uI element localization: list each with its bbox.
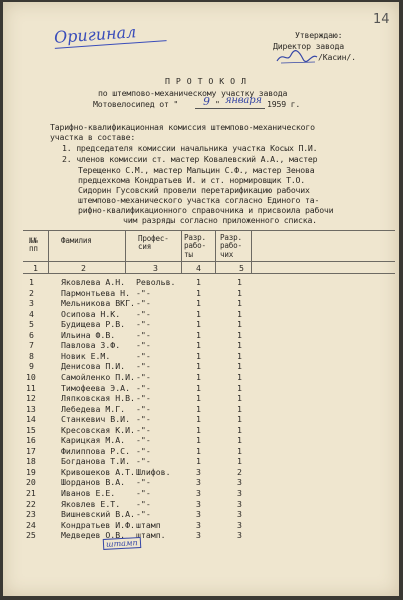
members-line-2c: предцехкома Кондратьев И. и ст. нормировщик Т.О. <box>78 175 306 185</box>
row-number: 6 <box>29 329 34 340</box>
row-new-grade: 1 <box>237 287 242 298</box>
row-profession: -"- <box>136 287 151 298</box>
row-profession: -"- <box>136 498 151 509</box>
row-new-grade: 1 <box>237 361 242 372</box>
row-old-grade: 3 <box>196 530 201 541</box>
row-new-grade: 1 <box>237 340 242 351</box>
intro-line-2: участка в составе: <box>50 132 136 142</box>
members-line-1: 1. председателя комиссии начальника участка Косых П.И. <box>62 143 318 153</box>
row-number: 24 <box>26 519 36 530</box>
row-name: Павлова З.Ф. <box>61 340 121 351</box>
row-profession: -"- <box>136 403 151 414</box>
row-new-grade: 1 <box>237 403 242 414</box>
row-number: 15 <box>26 424 36 435</box>
row-number: 17 <box>26 445 36 456</box>
colnum-4: 4 <box>196 263 201 273</box>
row-number: 3 <box>29 298 34 309</box>
row-old-grade: 1 <box>196 319 201 330</box>
row-profession: штамп. <box>136 530 166 541</box>
table-vrule-1 <box>48 230 49 273</box>
row-name: Кондратьев И.Ф. <box>61 519 135 530</box>
row-number: 18 <box>26 456 36 467</box>
row-old-grade: 1 <box>196 277 201 287</box>
row-name: Яковлева А.Н. <box>61 277 126 287</box>
colnum-3: 3 <box>153 263 158 273</box>
row-name: Осипова Н.К. <box>61 308 121 319</box>
row-number: 22 <box>26 498 36 509</box>
subtitle-line-1: по штемпово-механическому участку завода <box>98 88 288 98</box>
row-name: Богданова Т.И. <box>61 456 131 467</box>
row-name: Вишневский В.А. <box>61 509 135 520</box>
members-line-2a: 2. членов комиссии ст. мастер Ковалевский А.А., мастер <box>62 154 318 164</box>
row-new-grade: 3 <box>237 519 242 530</box>
header-profession: Профес- сия <box>138 234 169 252</box>
row-profession: штамп <box>136 519 161 530</box>
header-new-grade: Разр. рабо- чих <box>220 233 242 259</box>
row-profession: -"- <box>136 445 151 456</box>
row-name: Станкевич В.И. <box>61 414 131 425</box>
row-new-grade: 1 <box>237 456 242 467</box>
row-profession: -"- <box>136 329 151 340</box>
row-number: 19 <box>26 466 36 477</box>
row-old-grade: 1 <box>196 298 201 309</box>
header-name: Фамилия <box>61 236 92 245</box>
row-number: 1 <box>29 277 34 287</box>
row-name: Карицкая М.А. <box>61 435 126 446</box>
row-old-grade: 1 <box>196 445 201 456</box>
row-old-grade: 3 <box>196 466 201 477</box>
row-new-grade: 3 <box>237 498 242 509</box>
row-number: 9 <box>29 361 34 372</box>
intro-line-1: Тарифно-квалификационная комиссия штемпово-механического <box>50 122 315 132</box>
table-vrule-3 <box>181 230 182 273</box>
row-old-grade: 1 <box>196 371 201 382</box>
row-old-grade: 1 <box>196 435 201 446</box>
row-new-grade: 1 <box>237 435 242 446</box>
row-new-grade: 1 <box>237 382 242 393</box>
approval-line-2: Директор завода <box>273 41 344 51</box>
row-profession: -"- <box>136 350 151 361</box>
row-number: 7 <box>29 340 34 351</box>
row-profession: -"- <box>136 435 151 446</box>
row-old-grade: 1 <box>196 414 201 425</box>
row-new-grade: 1 <box>237 414 242 425</box>
row-name: Медведев О.В. <box>61 530 126 541</box>
subtitle-line-2-prefix: Мотовелосипед от " <box>93 99 179 109</box>
table-top-rule <box>23 230 395 231</box>
row-old-grade: 3 <box>196 488 201 498</box>
row-name: Ляпковская Н.В. <box>61 393 135 404</box>
row-new-grade: 3 <box>237 477 242 488</box>
date-underline <box>195 108 265 109</box>
original-stamp <box>47 18 172 52</box>
row-old-grade: 1 <box>196 456 201 467</box>
row-new-grade: 1 <box>237 298 242 309</box>
row-old-grade: 1 <box>196 393 201 404</box>
row-profession: -"- <box>136 298 151 309</box>
row-name: Пармонтьева Н. <box>61 287 131 298</box>
row-name: Новик Е.М. <box>61 350 111 361</box>
row-old-grade: 1 <box>196 308 201 319</box>
header-num: №№ пп <box>29 236 38 254</box>
handwritten-annotation: штамп <box>103 537 141 550</box>
row-name: Самойленко П.И. <box>61 371 135 382</box>
row-old-grade: 1 <box>196 350 201 361</box>
row-number: 14 <box>26 414 36 425</box>
date-month: января <box>225 95 262 106</box>
row-profession: -"- <box>136 424 151 435</box>
colnum-5: 5 <box>239 263 244 273</box>
date-day: 9 <box>203 95 210 108</box>
colnum-1: 1 <box>33 263 38 273</box>
row-profession: Револьв. <box>136 277 176 287</box>
row-new-grade: 2 <box>237 466 242 477</box>
table-vrule-2 <box>125 230 126 273</box>
row-old-grade: 3 <box>196 477 201 488</box>
table-colnum-rule <box>23 273 395 274</box>
row-number: 12 <box>26 393 36 404</box>
row-number: 10 <box>26 371 36 382</box>
members-line-2g: чим разряды согласно приложенного списка. <box>123 215 317 225</box>
row-profession: -"- <box>136 393 151 404</box>
row-profession: -"- <box>136 319 151 330</box>
row-new-grade: 3 <box>237 488 242 498</box>
row-name: Ильина Ф.В. <box>61 329 116 340</box>
row-profession: -"- <box>136 488 151 498</box>
original-stamp-text: Оригинал <box>53 22 137 47</box>
row-profession: Шлифов. <box>136 466 171 477</box>
row-new-grade: 1 <box>237 319 242 330</box>
row-old-grade: 1 <box>196 382 201 393</box>
row-profession: -"- <box>136 456 151 467</box>
row-profession: -"- <box>136 340 151 351</box>
row-new-grade: 1 <box>237 445 242 456</box>
row-name: Денисова П.И. <box>61 361 126 372</box>
row-new-grade: 1 <box>237 350 242 361</box>
row-number: 21 <box>26 488 36 498</box>
row-old-grade: 3 <box>196 498 201 509</box>
page-number-mark: 14 <box>373 12 390 27</box>
row-number: 4 <box>29 308 34 319</box>
row-number: 25 <box>26 530 36 541</box>
row-number: 11 <box>26 382 36 393</box>
row-name: Лебедева М.Г. <box>61 403 126 414</box>
row-old-grade: 1 <box>196 329 201 340</box>
row-profession: -"- <box>136 477 151 488</box>
row-new-grade: 1 <box>237 393 242 404</box>
row-profession: -"- <box>136 509 151 520</box>
row-old-grade: 3 <box>196 509 201 520</box>
row-profession: -"- <box>136 361 151 372</box>
row-old-grade: 3 <box>196 519 201 530</box>
document-title: П Р О Т О К О Л <box>165 76 247 86</box>
row-number: 5 <box>29 319 34 330</box>
row-new-grade: 1 <box>237 371 242 382</box>
row-old-grade: 1 <box>196 340 201 351</box>
subtitle-line-2-suffix: 1959 г. <box>267 99 301 109</box>
row-profession: -"- <box>136 371 151 382</box>
table-row <box>3 531 399 542</box>
row-new-grade: 3 <box>237 530 242 541</box>
row-name: Будищева Р.В. <box>61 319 126 330</box>
header-old-grade: Разр. рабо- ты <box>184 233 206 259</box>
director-signature <box>275 49 319 65</box>
row-number: 23 <box>26 509 36 520</box>
approval-line-1: Утверждаю: <box>295 30 343 40</box>
row-profession: -"- <box>136 308 151 319</box>
row-old-grade: 1 <box>196 403 201 414</box>
row-number: 16 <box>26 435 36 446</box>
row-name: Иванов Е.Е. <box>61 488 116 498</box>
row-new-grade: 1 <box>237 424 242 435</box>
row-new-grade: 1 <box>237 329 242 340</box>
colnum-2: 2 <box>81 263 86 273</box>
row-number: 13 <box>26 403 36 414</box>
row-name: Филиппова Р.С. <box>61 445 131 456</box>
document-page <box>3 2 399 596</box>
row-number: 20 <box>26 477 36 488</box>
row-name: Кресовская К.И. <box>61 424 135 435</box>
row-old-grade: 1 <box>196 361 201 372</box>
members-line-2d: Сидорин Гусовский провели перетарификацию рабочих <box>78 185 310 195</box>
row-old-grade: 1 <box>196 424 201 435</box>
row-name: Яковлев Е.Т. <box>61 498 121 509</box>
row-old-grade: 1 <box>196 287 201 298</box>
table-vrule-5 <box>251 230 252 273</box>
row-name: Кривошеков А.Т. <box>61 466 135 477</box>
members-line-2f: рифно-квалификационного справочника и присвоила рабочи <box>78 205 334 215</box>
row-number: 2 <box>29 287 34 298</box>
date-quote: " <box>215 99 220 109</box>
row-new-grade: 3 <box>237 509 242 520</box>
row-name: Шорданов В.А. <box>61 477 126 488</box>
row-name: Мельникова ВКГ. <box>61 298 135 309</box>
members-line-2b: Терещенко С.М., мастер Мальцин С.Ф., мастер Зенова <box>78 165 315 175</box>
approval-signature-name: /Касин/. <box>318 52 356 62</box>
row-profession: -"- <box>136 382 151 393</box>
row-number: 8 <box>29 350 34 361</box>
row-new-grade: 1 <box>237 308 242 319</box>
members-line-2e: штемпово-механического участка согласно Единого та- <box>78 195 320 205</box>
table-header-rule <box>23 261 395 262</box>
row-profession: -"- <box>136 414 151 425</box>
row-name: Тимофеева Э.А. <box>61 382 131 393</box>
row-new-grade: 1 <box>237 277 242 287</box>
table-vrule-4 <box>215 230 216 273</box>
